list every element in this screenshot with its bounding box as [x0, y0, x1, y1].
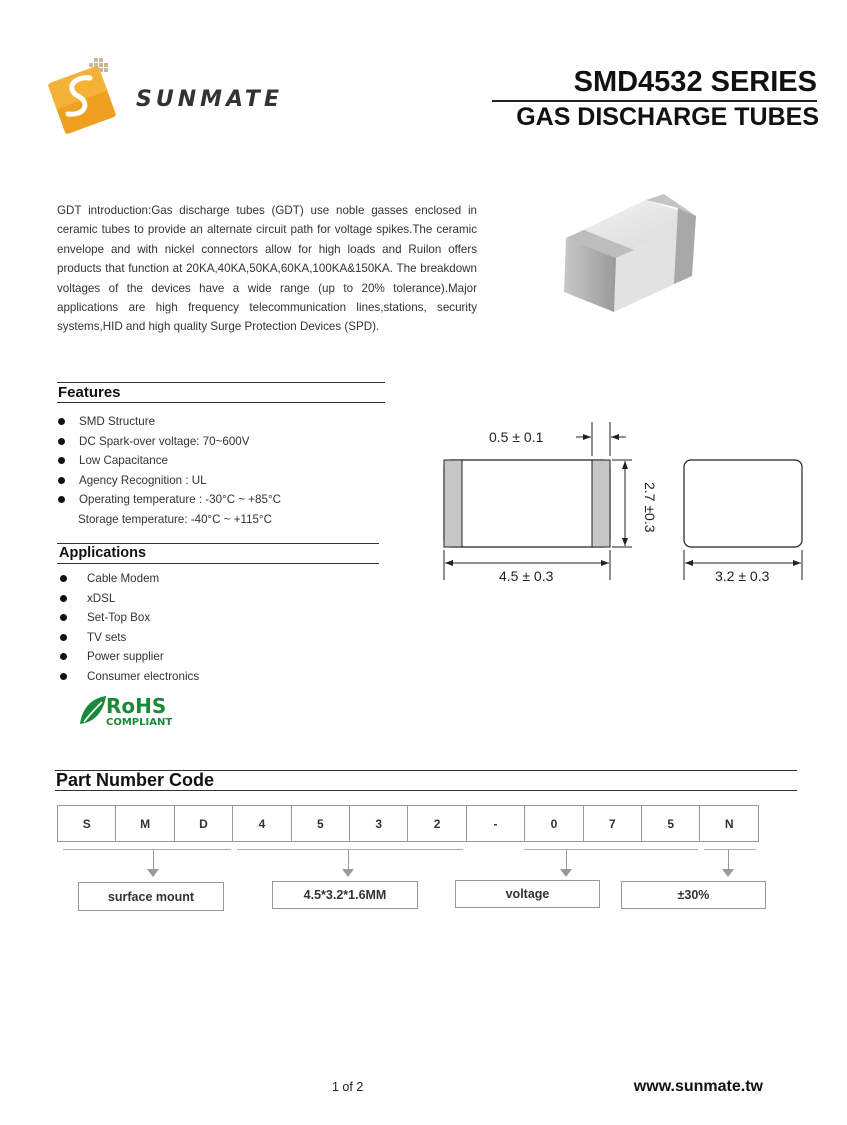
bullet-icon: [58, 496, 65, 503]
list-item: TV sets: [60, 628, 380, 648]
table-row: [58, 806, 759, 842]
list-item: Set-Top Box: [60, 608, 380, 628]
svg-text:COMPLIANT: COMPLIANT: [106, 717, 173, 728]
part-number-bottom-rule: [55, 790, 797, 791]
bullet-icon: [58, 477, 65, 484]
list-item: Consumer electronics: [60, 667, 380, 687]
part-number-heading: Part Number Code: [56, 770, 215, 790]
bullet-icon: [60, 575, 67, 582]
length-dimension: 4.5 ± 0.3: [499, 568, 554, 584]
svg-text:RoHS: RoHS: [106, 694, 167, 718]
bullet-icon: [60, 634, 67, 641]
height-dimension: 2.7 ±0.3: [642, 482, 658, 533]
product-title: GAS DISCHARGE TUBES: [516, 103, 819, 131]
series-title: SMD4532 SERIES: [573, 66, 817, 98]
group-stem: [728, 850, 729, 870]
list-item: SMD Structure: [58, 412, 388, 432]
arrow-down-icon: [342, 869, 354, 877]
applications-heading: Applications: [59, 545, 147, 561]
list-item: Low Capacitance: [58, 451, 388, 471]
group-label-voltage: voltage: [455, 880, 600, 908]
bullet-icon: [58, 418, 65, 425]
group-bracket: [524, 849, 698, 850]
list-item: DC Spark-over voltage: 70~600V: [58, 432, 388, 452]
group-bracket: [63, 849, 231, 850]
group-label-size: 4.5*3.2*1.6MM: [272, 881, 418, 909]
page-number: 1 of 2: [332, 1080, 364, 1094]
arrow-down-icon: [147, 869, 159, 877]
features-bottom-rule: [57, 402, 385, 403]
code-cell: 2: [408, 806, 466, 842]
code-cell: 3: [350, 806, 408, 842]
list-item: Operating temperature : -30°C ~ +85°C: [58, 490, 388, 510]
group-stem: [566, 850, 567, 870]
list-item: Power supplier: [60, 647, 380, 667]
group-bracket: [704, 849, 756, 850]
code-cell: 4: [233, 806, 291, 842]
group-bracket: [237, 849, 463, 850]
list-item: Cable Modem: [60, 569, 380, 589]
applications-list: [60, 569, 380, 687]
bullet-icon: [60, 595, 67, 602]
rohs-compliant-badge: [76, 692, 186, 730]
code-cell: 5: [291, 806, 349, 842]
applications-top-rule: [57, 543, 379, 544]
code-cell: S: [58, 806, 116, 842]
code-cell: N: [700, 806, 759, 842]
applications-bottom-rule: [57, 563, 379, 564]
list-item: Storage temperature: -40°C ~ +115°C: [78, 512, 273, 526]
group-label-tolerance: ±30%: [621, 881, 766, 909]
list-item: xDSL: [60, 589, 380, 609]
gdt-product-image: [556, 190, 706, 320]
svg-text:SUNMATE: SUNMATE: [136, 87, 283, 112]
sunmate-logo: [46, 56, 316, 142]
features-heading: Features: [58, 384, 121, 401]
terminal-dimension: 0.5 ± 0.1: [489, 429, 544, 445]
part-number-code-table: [57, 805, 759, 842]
website-link[interactable]: www.sunmate.tw: [633, 1078, 763, 1095]
features-list: [58, 412, 388, 530]
bullet-icon: [60, 653, 67, 660]
gdt-introduction: GDT introduction:Gas discharge tubes (GDT) use noble gasses enclosed in ceramic tubes to provide an alternate circuit path for voltage spikes.The ceramic envelope and with nickel connectors allow for high loads and Ruilon offers products that function at 20KA,40KA,50KA,60KA,100KA&150KA. The breakdown voltages of the devices have a wide range (up to 20% tolerance).Major applications are high frequency telecommunication lines,stations, security systems,HID and high quality Surge Protection Devices (SPD).: [57, 204, 477, 334]
bullet-icon: [58, 457, 65, 464]
group-stem: [153, 850, 154, 870]
arrow-down-icon: [560, 869, 572, 877]
bullet-icon: [60, 673, 67, 680]
code-cell: D: [174, 806, 232, 842]
width-dimension: 3.2 ± 0.3: [715, 568, 770, 584]
dimension-drawing: [440, 420, 810, 590]
code-cell: -: [466, 806, 524, 842]
code-cell: M: [116, 806, 174, 842]
arrow-down-icon: [722, 869, 734, 877]
bullet-icon: [58, 438, 65, 445]
group-stem: [348, 850, 349, 870]
group-label-surface-mount: surface mount: [78, 882, 224, 911]
header-divider: [492, 100, 817, 102]
features-top-rule: [57, 382, 385, 383]
code-cell: 7: [583, 806, 641, 842]
list-item: Agency Recognition : UL: [58, 471, 388, 491]
code-cell: 5: [642, 806, 700, 842]
code-cell: 0: [525, 806, 583, 842]
bullet-icon: [60, 614, 67, 621]
